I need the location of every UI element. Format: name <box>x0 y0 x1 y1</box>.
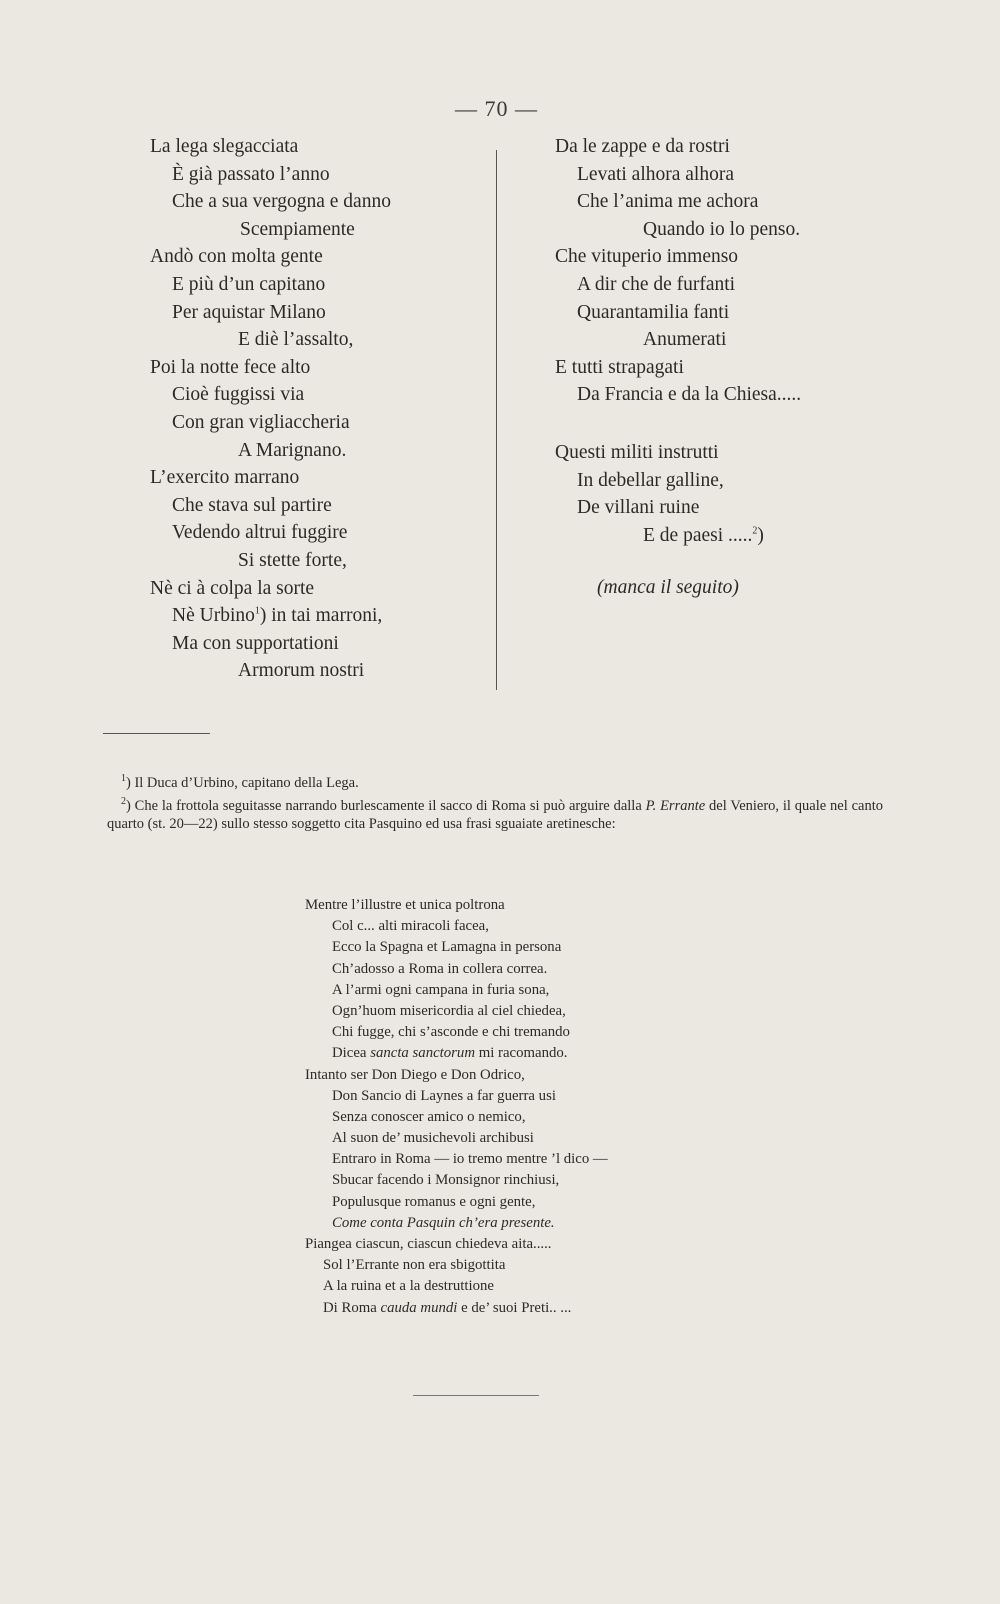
verse-line: A Marignano. <box>238 439 347 461</box>
quote-line: Col c... alti miracoli facea, <box>332 918 489 935</box>
footnote-1 <box>107 774 883 793</box>
page-number: — 70 — <box>455 96 538 121</box>
verse-line <box>555 522 885 550</box>
verse-line: E più d’un capitano <box>172 273 326 295</box>
end-rule <box>413 1395 539 1396</box>
verse-line: Da Francia e da la Chiesa..... <box>577 384 802 406</box>
verse-line: È già passato l’anno <box>172 163 330 185</box>
quote-line: Piangea ciascun, ciascun chiedeva aita..... <box>305 1236 552 1252</box>
footnotes <box>107 774 883 834</box>
stanza-gap <box>555 409 885 439</box>
quote-line: Senza conoscer amico o nemico, <box>332 1108 526 1125</box>
verse-line: Che stava sul partire <box>172 494 332 516</box>
verse-line: Poi la notte fece alto <box>150 356 311 378</box>
verse-line: E tutti strapagati <box>555 356 684 378</box>
verse-line: Quando io lo penso. <box>643 218 801 240</box>
verse-line: L’exercito marrano <box>150 467 300 489</box>
poem-left-column <box>150 133 490 685</box>
quote-line: Ch’adosso a Roma in collera correa. <box>332 960 548 977</box>
verse-line: Che l’anima me achora <box>577 191 759 213</box>
verse-line: Questi militi instrutti <box>555 441 719 463</box>
quoted-verses <box>305 895 705 1319</box>
poem-right-column <box>555 133 885 599</box>
footnote-number: 2 <box>121 795 126 807</box>
verse-line: In debellar galline, <box>577 469 724 491</box>
verse-line: La lega slegacciata <box>150 136 299 157</box>
quote-line: Sol l’Errante non era sbigottita <box>323 1257 506 1274</box>
quote-line: Ogn’huom misericordia al ciel chiedea, <box>332 1002 566 1019</box>
verse-line: Cioè fuggissi via <box>172 384 305 406</box>
verse-line: Quarantamilia fanti <box>577 301 730 323</box>
quote-line: Chi fugge, chi s’asconde e chi tremando <box>332 1024 570 1041</box>
verse-text: E de paesi ..... <box>643 524 753 546</box>
quote-italic: Come conta Pasquin ch’era presente. <box>332 1214 555 1231</box>
quote-line: Sbucar facendo i Monsignor rinchiusi, <box>332 1172 560 1189</box>
verse-text: Nè Urbino <box>172 605 255 627</box>
verse-line: De villani ruine <box>577 497 700 519</box>
verse-line: Levati alhora alhora <box>577 163 734 185</box>
footnote-number: 1 <box>121 773 126 785</box>
quote-line: A la ruina et a la destruttione <box>323 1278 494 1295</box>
quote-text: mi racomando. <box>475 1045 568 1062</box>
verse-text: ) in tai marroni, <box>259 605 383 627</box>
quote-line <box>305 1298 705 1319</box>
verse-line: Armorum nostri <box>238 660 365 682</box>
footnote-separator <box>103 733 210 734</box>
verse-line: Che a sua vergogna e danno <box>172 191 391 213</box>
column-divider <box>496 150 497 690</box>
verse-text: ) <box>757 524 764 546</box>
verse-line: Che vituperio immenso <box>555 246 739 268</box>
missing-continuation-note: (manca il seguito) <box>597 577 739 599</box>
footnote-text: ) Che la frottola seguitasse narrando burlescamente il sacco di Roma si può arguire dalla <box>126 797 646 814</box>
verse-line: Anumerati <box>643 329 727 351</box>
footnote-text: del Veniero, il quale nel canto quarto (st. 20—22) sullo stesso soggetto cita Pasquino ed usa frasi sguaiate aretinesche: <box>107 797 883 832</box>
quote-line <box>305 1213 705 1234</box>
verse-line: Ma con supportationi <box>172 632 339 654</box>
quote-line: Intanto ser Don Diego e Don Odrico, <box>305 1066 525 1083</box>
footnote-text: ) Il Duca d’Urbino, capitano della Lega. <box>126 775 359 791</box>
footnote-italic-title: P. Errante <box>645 797 706 814</box>
quote-text: e de’ suoi Preti.. ... <box>457 1299 572 1316</box>
verse-line: Scempiamente <box>240 218 355 240</box>
quote-line: Populusque romanus e ogni gente, <box>332 1193 536 1210</box>
verse-line: Andò con molta gente <box>150 246 323 268</box>
quote-italic: sancta sanctorum <box>370 1045 476 1062</box>
verse-line: Da le zappe e da rostri <box>555 136 730 157</box>
footnote-mark[interactable]: 2 <box>752 525 758 537</box>
verse-line <box>150 602 490 630</box>
footnote-2 <box>107 797 883 834</box>
quote-line <box>305 1043 705 1064</box>
quote-line: Don Sancio di Laynes a far guerra usi <box>332 1087 556 1104</box>
quote-line: Mentre l’illustre et unica poltrona <box>305 897 505 913</box>
quote-line: A l’armi ogni campana in furia sona, <box>332 981 550 998</box>
verse-line: Nè ci à colpa la sorte <box>150 577 315 599</box>
verse-line: A dir che de furfanti <box>577 273 736 295</box>
quote-line: Entraro in Roma — io tremo mentre ’l dico — <box>332 1151 608 1168</box>
verse-line: Vedendo altrui fuggire <box>172 522 348 544</box>
quote-text: Di Roma <box>323 1299 381 1316</box>
verse-line: Con gran vigliaccheria <box>172 411 350 433</box>
verse-line: Per aquistar Milano <box>172 301 326 323</box>
quote-line: Al suon de’ musichevoli archibusi <box>332 1130 534 1147</box>
verse-line: Si stette forte, <box>238 549 347 571</box>
footnote-mark[interactable]: 1 <box>254 605 260 617</box>
quote-text: Dicea <box>332 1045 371 1062</box>
quote-italic: cauda mundi <box>380 1299 458 1316</box>
verse-line: E diè l’assalto, <box>238 329 354 351</box>
quote-line: Ecco la Spagna et Lamagna in persona <box>332 939 562 956</box>
